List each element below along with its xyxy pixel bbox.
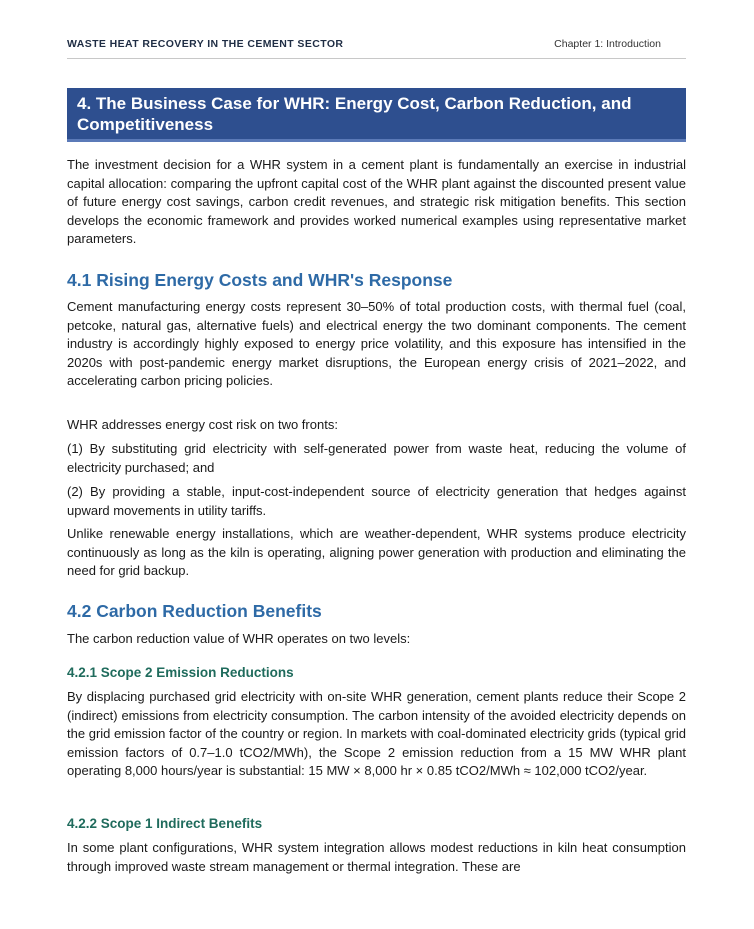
- running-header-chapter: Chapter 1: Introduction: [554, 38, 661, 50]
- running-header-title: WASTE HEAT RECOVERY IN THE CEMENT SECTOR: [67, 38, 344, 50]
- heading-4-2-2: 4.2.2 Scope 1 Indirect Benefits: [67, 816, 263, 831]
- section-intro-paragraph: The investment decision for a WHR system in a cement plant is fundamentally an exercise in industrial capital allocation: comparing the upfront capital cost of the WHR plant against the discounted present value of future energy cost savings, carbon credit revenues, and strategic risk mitigation benefits. This section develops the economic framework and provides worked numerical examples using representative market parameters.: [67, 157, 686, 246]
- section-title-banner: 4. The Business Case for WHR: Energy Cost, Carbon Reduction, and Competitiveness: [67, 88, 686, 142]
- paragraph-front-2: (2) By providing a stable, input-cost-independent source of electricity generation that hedges against upward movements in utility tariffs.: [67, 484, 686, 518]
- heading-4-2: 4.2 Carbon Reduction Benefits: [67, 601, 322, 621]
- running-header: [67, 38, 686, 59]
- paragraph-scope-2: By displacing purchased grid electricity with on-site WHR generation, cement plants reduce their Scope 2 (indirect) emissions from electricity consumption. The carbon intensity of the avoided electricity depends on the grid emission factor of the country or region. In markets with coal-dominated electricity grids (typical grid emission factors of 0.7–1.0 tCO2/MWh), the Scope 2 emission reduction from a 15 MW WHR plant operating 8,000 hours/year is substantial: 15 MW × 8,000 hr × 0.85 tCO2/MWh ≈ 102,000 tCO2/year.: [67, 689, 686, 778]
- paragraph-continuous-generation: Unlike renewable energy installations, which are weather-dependent, WHR systems produce electricity continuously as long as the kiln is operating, aligning power generation with production and eliminating the need for grid backup.: [67, 526, 686, 578]
- paragraph-two-fronts: WHR addresses energy cost risk on two fronts:: [67, 417, 338, 432]
- paragraph-two-levels: The carbon reduction value of WHR operates on two levels:: [67, 631, 411, 646]
- paragraph-front-1: (1) By substituting grid electricity with self-generated power from waste heat, reducing the volume of electricity purchased; and: [67, 441, 686, 475]
- paragraph-energy-costs: Cement manufacturing energy costs represent 30–50% of total production costs, with thermal fuel (coal, petcoke, natural gas, alternative fuels) and electrical energy the two dominant components. The cement industry is accordingly highly exposed to energy price volatility, and this exposure has intensified in the 2020s with post-pandemic energy market disruptions, the European energy crisis of 2021–2022, and accelerating carbon pricing policies.: [67, 299, 686, 388]
- paragraph-scope-1: In some plant configurations, WHR system integration allows modest reductions in kiln heat consumption through improved waste stream management or thermal integration. These are: [67, 840, 686, 874]
- heading-4-1: 4.1 Rising Energy Costs and WHR's Response: [67, 270, 453, 290]
- heading-4-2-1: 4.2.1 Scope 2 Emission Reductions: [67, 665, 294, 680]
